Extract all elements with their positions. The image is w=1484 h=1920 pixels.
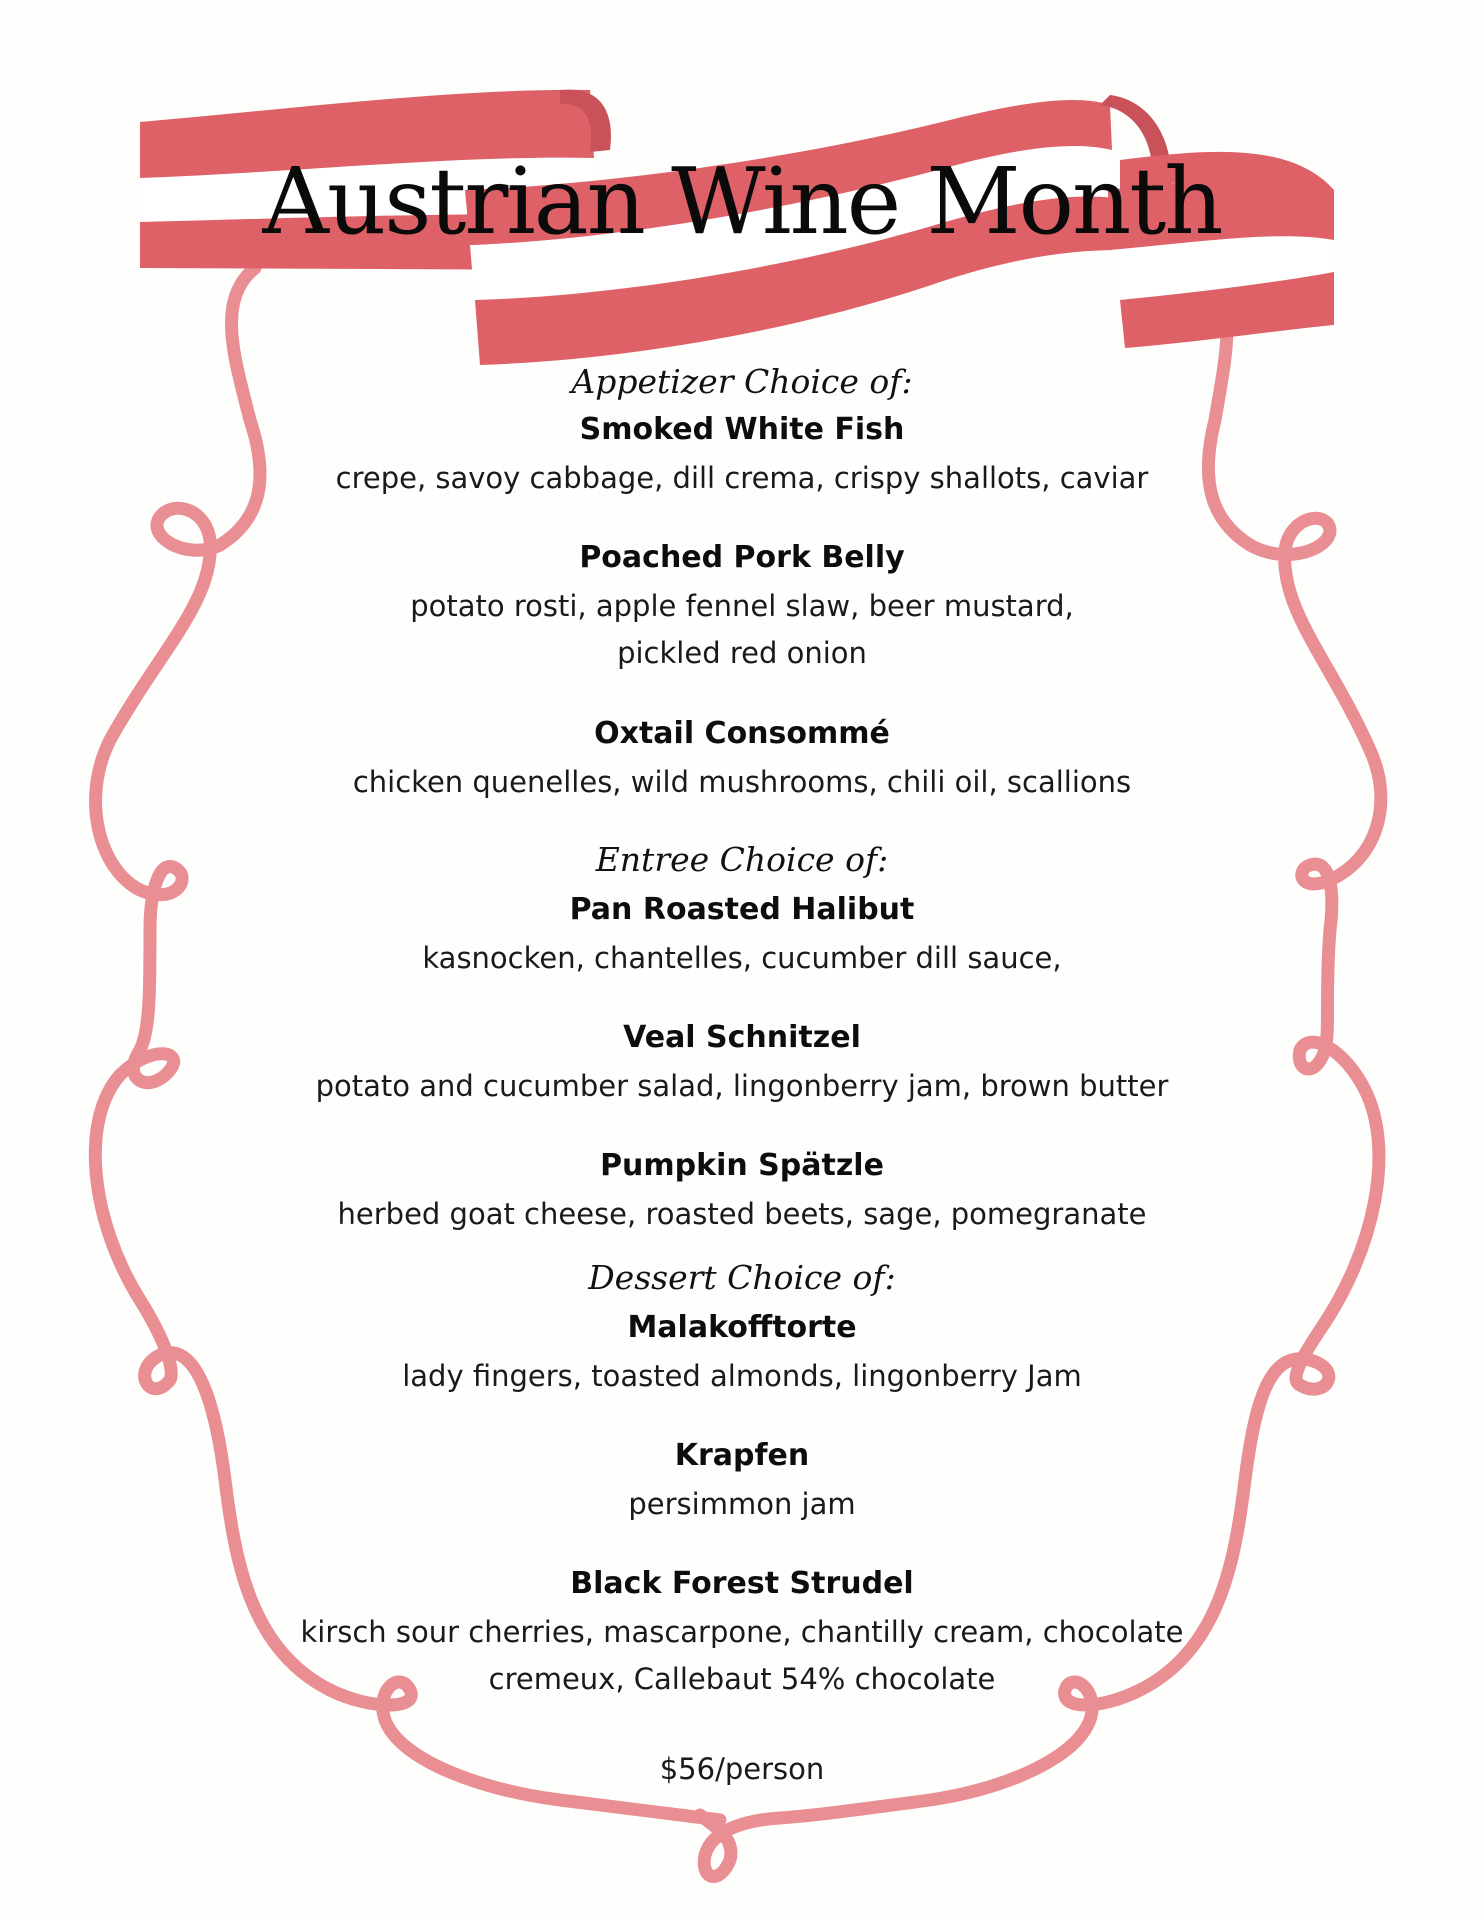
dish-description: potato rosti, apple fennel slaw, beer mustard, pickled red onion <box>410 589 1074 670</box>
dish-name: Pumpkin Spätzle <box>600 1148 884 1183</box>
dish-veal-schnitzel <box>0 1016 1484 1110</box>
dish-pumpkin-spaetzle <box>0 1144 1484 1238</box>
dish-name: Veal Schnitzel <box>623 1020 861 1055</box>
dish-description: kirsch sour cherries, mascarpone, chantilly cream, chocolate cremeux, Callebaut 54% chocolate <box>300 1615 1184 1696</box>
dish-pan-roasted-halibut <box>0 888 1484 982</box>
entree-heading: Entree Choice of: <box>595 840 889 879</box>
dish-name: Pan Roasted Halibut <box>569 892 915 927</box>
dish-description: chicken quenelles, wild mushrooms, chili oil, scallions <box>352 765 1132 799</box>
dish-oxtail-consomme <box>0 712 1484 806</box>
price-per-person: $56/person <box>659 1752 825 1786</box>
dish-malakofftorte <box>0 1306 1484 1400</box>
dish-name: Poached Pork Belly <box>579 540 905 575</box>
appetizer-heading: Appetizer Choice of: <box>571 362 913 401</box>
dish-description: lady fingers, toasted almonds, lingonberry Jam <box>402 1359 1082 1393</box>
dessert-heading: Dessert Choice of: <box>588 1258 896 1297</box>
dish-description: persimmon jam <box>628 1487 856 1521</box>
dish-name: Smoked White Fish <box>579 412 905 447</box>
dish-black-forest-strudel <box>0 1562 1484 1703</box>
dish-name: Oxtail Consommé <box>594 716 890 751</box>
dish-name: Malakofftorte <box>627 1310 857 1345</box>
dish-description: crepe, savoy cabbage, dill crema, crispy shallots, caviar <box>335 461 1149 495</box>
dish-description: kasnocken, chantelles, cucumber dill sauce, <box>422 941 1062 975</box>
dish-krapfen <box>0 1434 1484 1528</box>
dish-poached-pork-belly <box>0 536 1484 677</box>
dish-smoked-white-fish <box>0 408 1484 502</box>
menu-title: Austrian Wine Month <box>262 148 1222 255</box>
dish-description: herbed goat cheese, roasted beets, sage, pomegranate <box>337 1197 1147 1231</box>
dish-description: potato and cucumber salad, lingonberry jam, brown butter <box>315 1069 1169 1103</box>
dish-name: Krapfen <box>674 1438 810 1473</box>
dish-name: Black Forest Strudel <box>570 1566 914 1601</box>
